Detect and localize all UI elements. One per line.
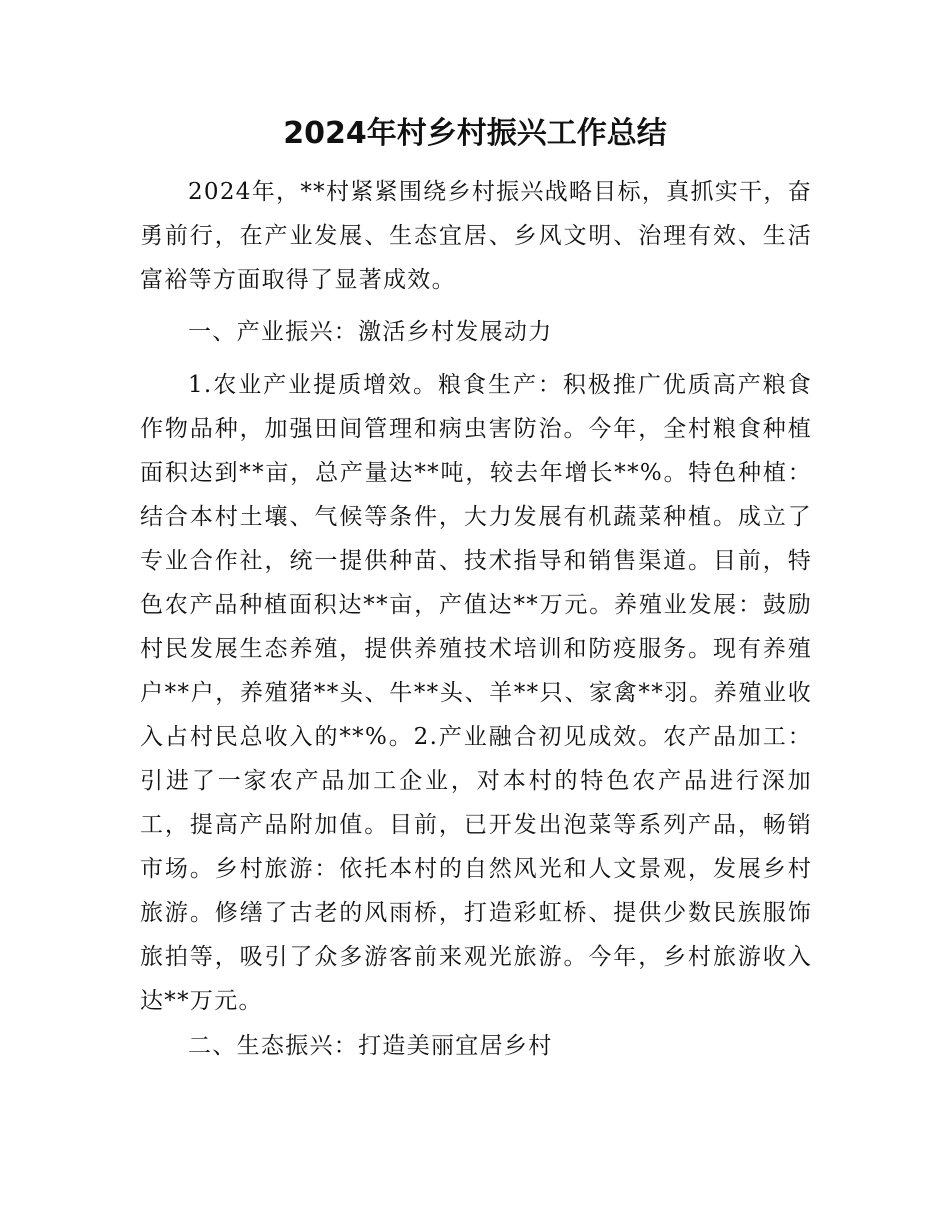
section-paragraph-industry: 1.农业产业提质增效。粮食生产：积极推广优质高产粮食作物品种，加强田间管理和病虫害防治。今年，全村粮食种植面积达到**亩，总产量达**吨，较去年增长**%。特色种植：结合本村土壤、气候等条件，大力发展有机蔬菜种植。成立了专业合作社，统一提供种苗、技术指导和销售渠道。目前，特色农产品种植面积达**亩，产值达**万元。养殖业发展：鼓励村民发展生态养殖，提供养殖技术培训和防疫服务。现有养殖户**户，养殖猪**头、牛**头、羊**只、家禽**羽。养殖业收入占村民总收入的**%。2.产业融合初见成效。农产品加工：引进了一家农产品加工企业，对本村的特色农产品进行深加工，提高产品附加值。目前，已开发出泡菜等系列产品，畅销市场。乡村旅游：依托本村的自然风光和人文景观，发展乡村旅游。修缮了古老的风雨桥，打造彩虹桥、提供少数民族服饰旅拍等，吸引了众多游客前来观光旅游。今年，乡村旅游收入达**万元。 (140, 372, 812, 1014)
document-title: 2024年村乡村振兴工作总结 (283, 116, 667, 151)
intro-paragraph: 2024年，**村紧紧围绕乡村振兴战略目标，真抓实干，奋勇前行，在产业发展、生态宜居、乡风文明、治理有效、生活富裕等方面取得了显著成效。 (140, 179, 812, 293)
section-heading-industry: 一、产业振兴：激活乡村发展动力 (188, 319, 553, 345)
section-heading-ecology: 二、生态振兴：打造美丽宜居乡村 (188, 1033, 553, 1059)
